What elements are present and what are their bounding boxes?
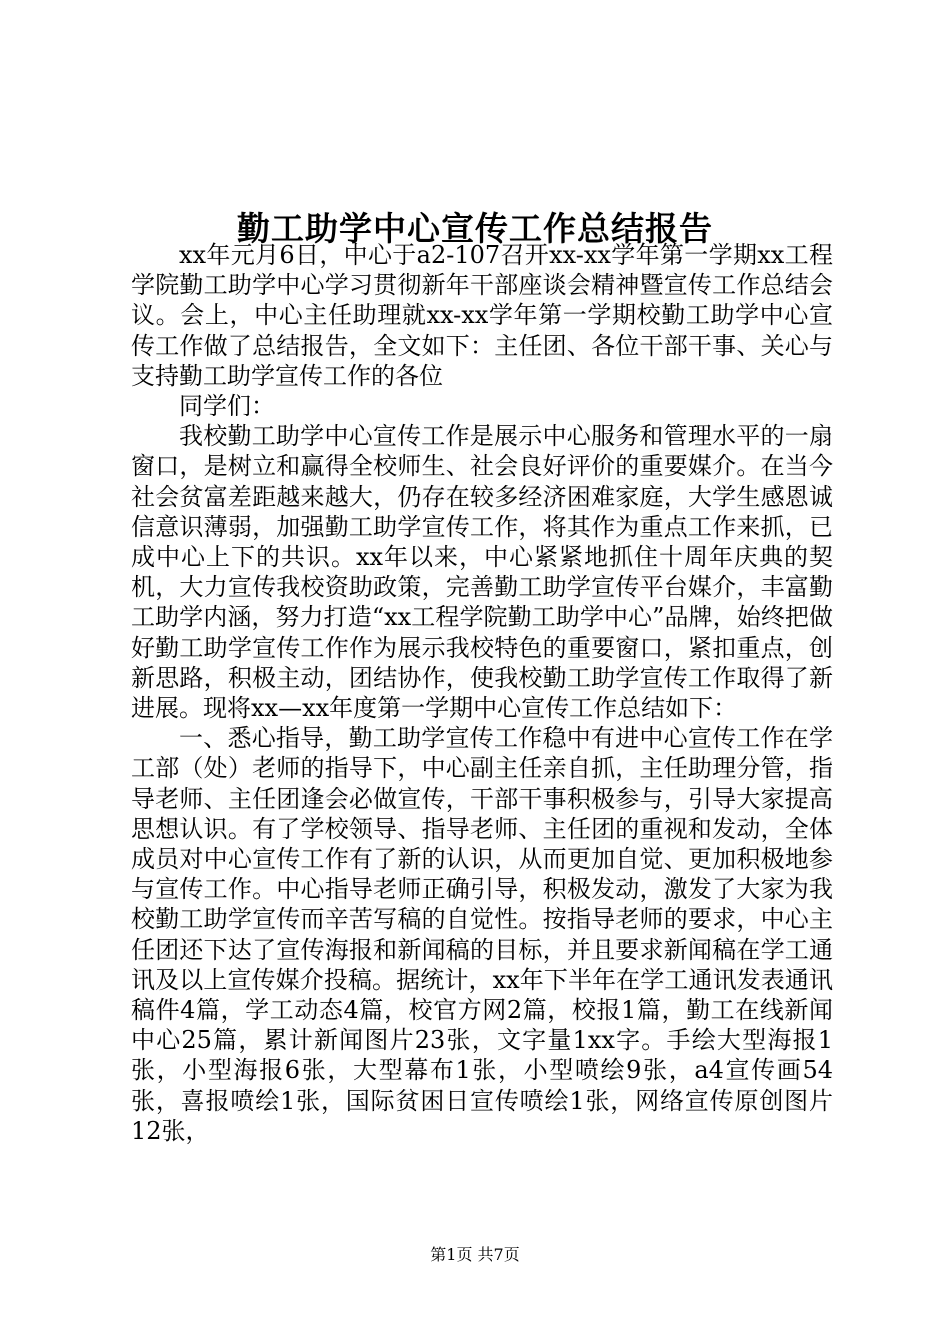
paragraph-overview: 我校勤工助学中心宣传工作是展示中心服务和管理水平的一扇窗口，是树立和赢得全校师生、社会良好评价的重要媒介。在当今社会贫富差距越来越大，仍存在较多经济困难家庭，大学生感恩诚信意识薄弱，加强勤工助学宣传工作，将其作为重点工作来抓，已成中心上下的共识。xx年以来，中心紧紧地抓住十周年庆典的契机，大力宣传我校资助政策，完善勤工助学宣传平台媒介，丰富勤工助学内涵，努力打造“xx工程学院勤工助学中心”品牌，始终把做好勤工助学宣传工作作为展示我校特色的重要窗口，紧扣重点，创新思路，积极主动，团结协作，使我校勤工助学宣传工作取得了新进展。现将xx—xx年度第一学期中心宣传工作总结如下： xyxy=(131,422,833,723)
page-number-footer: 第1页 共7页 xyxy=(430,1245,520,1264)
paragraph-section-one: 一、悉心指导，勤工助学宣传工作稳中有进中心宣传工作在学工部（处）老师的指导下，中心副主任亲自抓，主任助理分管，指导老师、主任团逢会必做宣传，干部干事积极参与，引导大家提高思想认识。有了学校领导、指导老师、主任团的重视和发动，全体成员对中心宣传工作有了新的认识，从而更加自觉、更加积极地参与宣传工作。中心指导老师正确引导，积极发动，激发了大家为我校勤工助学宣传而辛苦写稿的自觉性。按指导老师的要求，中心主任团还下达了宣传海报和新闻稿的目标，并且要求新闻稿在学工通讯及以上宣传媒介投稿。据统计，xx年下半年在学工通讯发表通讯稿件4篇，学工动态4篇，校官方网2篇，校报1篇，勤工在线新闻中心25篇，累计新闻图片23张，文字量1xx字。手绘大型海报1张，小型海报6张，大型幕布1张，小型喷绘9张，a4宣传画54张，喜报喷绘1张，国际贫困日宣传喷绘1张，网络宣传原创图片12张， xyxy=(131,724,833,1145)
document-body xyxy=(131,240,833,1146)
paragraph-intro: xx年元月6日，中心于a2-107召开xx-xx学年第一学期xx工程学院勤工助学中心学习贯彻新年干部座谈会精神暨宣传工作总结会议。会上，中心主任助理就xx-xx学年第一学期校勤工助学中心宣传工作做了总结报告，全文如下：主任团、各位干部干事、关心与支持勤工助学宣传工作的各位 xyxy=(131,241,833,390)
paragraph-salutation: 同学们： xyxy=(179,392,275,421)
document-title: 勤工助学中心宣传工作总结报告 xyxy=(237,209,713,249)
